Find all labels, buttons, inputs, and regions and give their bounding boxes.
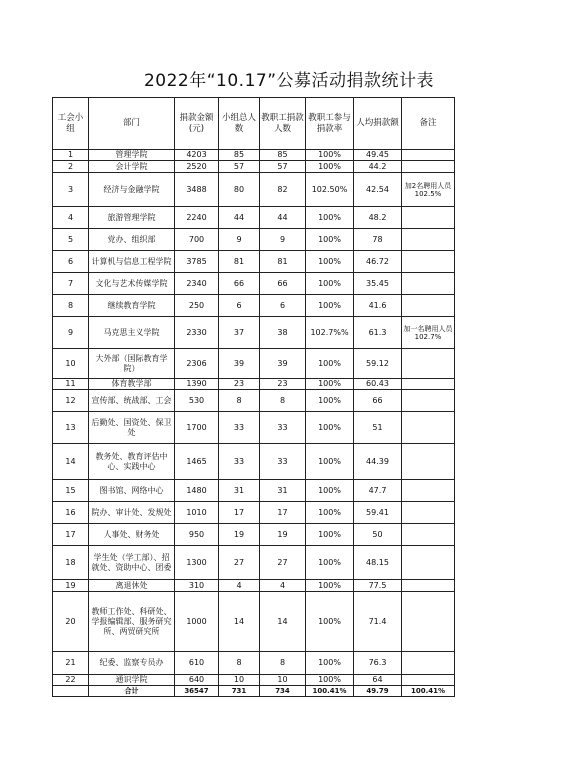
header-note: 备注 [402, 98, 455, 150]
cell-note: 100.41% [402, 686, 455, 697]
cell-rate: 100.41% [306, 686, 354, 697]
table-row [53, 173, 455, 207]
cell-note [402, 349, 455, 379]
cell-donors: 10 [260, 675, 306, 686]
table-row [53, 207, 455, 229]
table-row [53, 580, 455, 592]
cell-group [53, 686, 89, 697]
cell-total: 8 [219, 652, 260, 675]
header-rate: 教职工参与捐款率 [306, 98, 354, 150]
cell-note [402, 273, 455, 295]
cell-rate: 100% [306, 161, 354, 173]
cell-amount: 1000 [175, 592, 219, 652]
cell-avg: 49.45 [354, 150, 402, 161]
cell-note [402, 444, 455, 480]
cell-total: 85 [219, 150, 260, 161]
cell-donors: 8 [260, 652, 306, 675]
cell-note [402, 150, 455, 161]
cell-donors: 31 [260, 480, 306, 502]
cell-avg: 49.79 [354, 686, 402, 697]
cell-avg: 51 [354, 412, 402, 444]
cell-dept: 教师工作处、科研处、学报编辑部、服务研究所、两贸研究所 [89, 592, 175, 652]
cell-amount: 3488 [175, 173, 219, 207]
cell-note [402, 652, 455, 675]
cell-donors: 9 [260, 229, 306, 251]
cell-donors: 39 [260, 349, 306, 379]
cell-amount: 1300 [175, 546, 219, 580]
cell-rate: 100% [306, 502, 354, 524]
cell-group: 20 [53, 592, 89, 652]
cell-amount: 250 [175, 295, 219, 317]
cell-dept: 旅游管理学院 [89, 207, 175, 229]
cell-note [402, 207, 455, 229]
cell-dept: 人事处、财务处 [89, 524, 175, 546]
cell-total: 57 [219, 161, 260, 173]
cell-total: 33 [219, 412, 260, 444]
cell-avg: 35.45 [354, 273, 402, 295]
cell-donors: 82 [260, 173, 306, 207]
cell-rate: 100% [306, 412, 354, 444]
header-group: 工会小组 [53, 98, 89, 150]
cell-note [402, 390, 455, 412]
header-total: 小组总人数 [219, 98, 260, 150]
cell-note [402, 251, 455, 273]
cell-donors: 33 [260, 444, 306, 480]
cell-note [402, 412, 455, 444]
cell-amount: 1465 [175, 444, 219, 480]
cell-rate: 102.50% [306, 173, 354, 207]
cell-avg: 78 [354, 229, 402, 251]
cell-donors: 19 [260, 524, 306, 546]
table-row [53, 480, 455, 502]
cell-total: 80 [219, 173, 260, 207]
cell-group: 9 [53, 317, 89, 349]
table-row [53, 652, 455, 675]
cell-note [402, 480, 455, 502]
cell-donors: 6 [260, 295, 306, 317]
cell-donors: 27 [260, 546, 306, 580]
header-donors: 教职工捐款人数 [260, 98, 306, 150]
table-row [53, 150, 455, 161]
cell-total: 37 [219, 317, 260, 349]
cell-dept: 马克思主义学院 [89, 317, 175, 349]
cell-note [402, 580, 455, 592]
cell-avg: 77.5 [354, 580, 402, 592]
cell-avg: 50 [354, 524, 402, 546]
cell-amount: 2306 [175, 349, 219, 379]
cell-avg: 60.43 [354, 379, 402, 390]
cell-dept: 大外部（国际教育学院） [89, 349, 175, 379]
cell-dept: 经济与金融学院 [89, 173, 175, 207]
cell-amount: 700 [175, 229, 219, 251]
cell-total: 17 [219, 502, 260, 524]
cell-note [402, 502, 455, 524]
cell-dept: 计算机与信息工程学院 [89, 251, 175, 273]
cell-dept: 离退休处 [89, 580, 175, 592]
cell-total: 8 [219, 390, 260, 412]
cell-avg: 64 [354, 675, 402, 686]
header-avg: 人均捐款额 [354, 98, 402, 150]
table-row [53, 675, 455, 686]
cell-group: 22 [53, 675, 89, 686]
cell-total: 9 [219, 229, 260, 251]
cell-total: 19 [219, 524, 260, 546]
cell-group: 2 [53, 161, 89, 173]
cell-amount: 640 [175, 675, 219, 686]
cell-dept: 教务处、教育评估中心、实践中心 [89, 444, 175, 480]
table-row [53, 349, 455, 379]
table-body [53, 150, 455, 697]
cell-rate: 100% [306, 444, 354, 480]
cell-amount: 2520 [175, 161, 219, 173]
cell-note [402, 229, 455, 251]
cell-group: 1 [53, 150, 89, 161]
cell-rate: 100% [306, 349, 354, 379]
cell-donors: 66 [260, 273, 306, 295]
cell-group: 7 [53, 273, 89, 295]
cell-note [402, 524, 455, 546]
cell-group: 12 [53, 390, 89, 412]
cell-dept: 继续教育学院 [89, 295, 175, 317]
cell-dept: 图书馆、网络中心 [89, 480, 175, 502]
cell-group: 11 [53, 379, 89, 390]
cell-note: 加一名聘用人员102.7% [402, 317, 455, 349]
cell-group: 3 [53, 173, 89, 207]
header-dept: 部门 [89, 98, 175, 150]
cell-amount: 530 [175, 390, 219, 412]
cell-note [402, 546, 455, 580]
cell-dept: 文化与艺术传媒学院 [89, 273, 175, 295]
page-title: 2022年“10.17”公募活动捐款统计表 [143, 71, 435, 91]
table-row [53, 161, 455, 173]
cell-donors: 81 [260, 251, 306, 273]
cell-donors: 14 [260, 592, 306, 652]
cell-group: 16 [53, 502, 89, 524]
cell-avg: 42.54 [354, 173, 402, 207]
cell-avg: 44.2 [354, 161, 402, 173]
cell-amount: 2340 [175, 273, 219, 295]
cell-avg: 71.4 [354, 592, 402, 652]
cell-dept: 纪委、监察专员办 [89, 652, 175, 675]
table-row [53, 273, 455, 295]
cell-note [402, 379, 455, 390]
cell-avg: 48.15 [354, 546, 402, 580]
cell-donors: 23 [260, 379, 306, 390]
table-row [53, 390, 455, 412]
cell-avg: 76.3 [354, 652, 402, 675]
cell-amount: 610 [175, 652, 219, 675]
cell-rate: 100% [306, 295, 354, 317]
cell-total: 731 [219, 686, 260, 697]
table-row [53, 229, 455, 251]
cell-note [402, 675, 455, 686]
cell-amount: 4203 [175, 150, 219, 161]
cell-total: 27 [219, 546, 260, 580]
table-row [53, 546, 455, 580]
cell-avg: 47.7 [354, 480, 402, 502]
cell-group: 10 [53, 349, 89, 379]
cell-avg: 46.72 [354, 251, 402, 273]
cell-rate: 100% [306, 480, 354, 502]
cell-avg: 41.6 [354, 295, 402, 317]
cell-total: 66 [219, 273, 260, 295]
cell-avg: 59.41 [354, 502, 402, 524]
cell-donors: 38 [260, 317, 306, 349]
cell-donors: 33 [260, 412, 306, 444]
table-row [53, 524, 455, 546]
cell-rate: 100% [306, 546, 354, 580]
cell-total: 4 [219, 580, 260, 592]
table-row [53, 502, 455, 524]
cell-total: 10 [219, 675, 260, 686]
cell-donors: 4 [260, 580, 306, 592]
cell-total: 33 [219, 444, 260, 480]
cell-dept: 通识学院 [89, 675, 175, 686]
cell-rate: 100% [306, 273, 354, 295]
cell-rate: 100% [306, 580, 354, 592]
cell-total: 14 [219, 592, 260, 652]
cell-rate: 100% [306, 229, 354, 251]
cell-rate: 100% [306, 379, 354, 390]
cell-amount: 2240 [175, 207, 219, 229]
cell-rate: 100% [306, 390, 354, 412]
cell-group: 17 [53, 524, 89, 546]
cell-donors: 44 [260, 207, 306, 229]
cell-group: 18 [53, 546, 89, 580]
cell-dept: 宣传部、统战部、工会 [89, 390, 175, 412]
cell-dept: 合计 [89, 686, 175, 697]
table-row [53, 592, 455, 652]
cell-amount: 1700 [175, 412, 219, 444]
cell-amount: 36547 [175, 686, 219, 697]
cell-group: 4 [53, 207, 89, 229]
cell-total: 6 [219, 295, 260, 317]
cell-group: 13 [53, 412, 89, 444]
cell-total: 44 [219, 207, 260, 229]
cell-dept: 管理学院 [89, 150, 175, 161]
cell-amount: 1480 [175, 480, 219, 502]
table-row [53, 317, 455, 349]
cell-avg: 66 [354, 390, 402, 412]
cell-avg: 61.3 [354, 317, 402, 349]
total-row [53, 686, 455, 697]
cell-group: 21 [53, 652, 89, 675]
table-row [53, 444, 455, 480]
cell-group: 15 [53, 480, 89, 502]
header-row [53, 98, 455, 150]
cell-donors: 8 [260, 390, 306, 412]
table-row [53, 412, 455, 444]
cell-dept: 会计学院 [89, 161, 175, 173]
cell-rate: 100% [306, 207, 354, 229]
cell-dept: 体育教学部 [89, 379, 175, 390]
cell-rate: 100% [306, 150, 354, 161]
cell-donors: 17 [260, 502, 306, 524]
cell-note [402, 295, 455, 317]
cell-rate: 100% [306, 652, 354, 675]
cell-amount: 950 [175, 524, 219, 546]
cell-rate: 100% [306, 524, 354, 546]
cell-group: 6 [53, 251, 89, 273]
cell-rate: 100% [306, 592, 354, 652]
donation-table [52, 97, 455, 697]
cell-dept: 党办、组织部 [89, 229, 175, 251]
cell-rate: 100% [306, 251, 354, 273]
cell-group: 8 [53, 295, 89, 317]
cell-donors: 85 [260, 150, 306, 161]
cell-note [402, 592, 455, 652]
cell-total: 23 [219, 379, 260, 390]
cell-total: 39 [219, 349, 260, 379]
cell-total: 31 [219, 480, 260, 502]
cell-group: 5 [53, 229, 89, 251]
header-amount: 捐款金额(元) [175, 98, 219, 150]
table-row [53, 251, 455, 273]
cell-amount: 3785 [175, 251, 219, 273]
cell-note: 加2名聘用人员102.5% [402, 173, 455, 207]
cell-dept: 院办、审计处、发规处 [89, 502, 175, 524]
cell-note [402, 161, 455, 173]
cell-avg: 48.2 [354, 207, 402, 229]
cell-group: 14 [53, 444, 89, 480]
cell-dept: 后勤处、国资处、保卫处 [89, 412, 175, 444]
cell-total: 81 [219, 251, 260, 273]
cell-donors: 734 [260, 686, 306, 697]
table-row [53, 379, 455, 390]
cell-rate: 100% [306, 675, 354, 686]
cell-group: 19 [53, 580, 89, 592]
cell-amount: 1010 [175, 502, 219, 524]
cell-amount: 310 [175, 580, 219, 592]
cell-donors: 57 [260, 161, 306, 173]
cell-avg: 44.39 [354, 444, 402, 480]
cell-amount: 2330 [175, 317, 219, 349]
cell-dept: 学生处（学工部）、招就处、资助中心、团委 [89, 546, 175, 580]
cell-avg: 59.12 [354, 349, 402, 379]
cell-rate: 102.7%% [306, 317, 354, 349]
table-row [53, 295, 455, 317]
cell-amount: 1390 [175, 379, 219, 390]
